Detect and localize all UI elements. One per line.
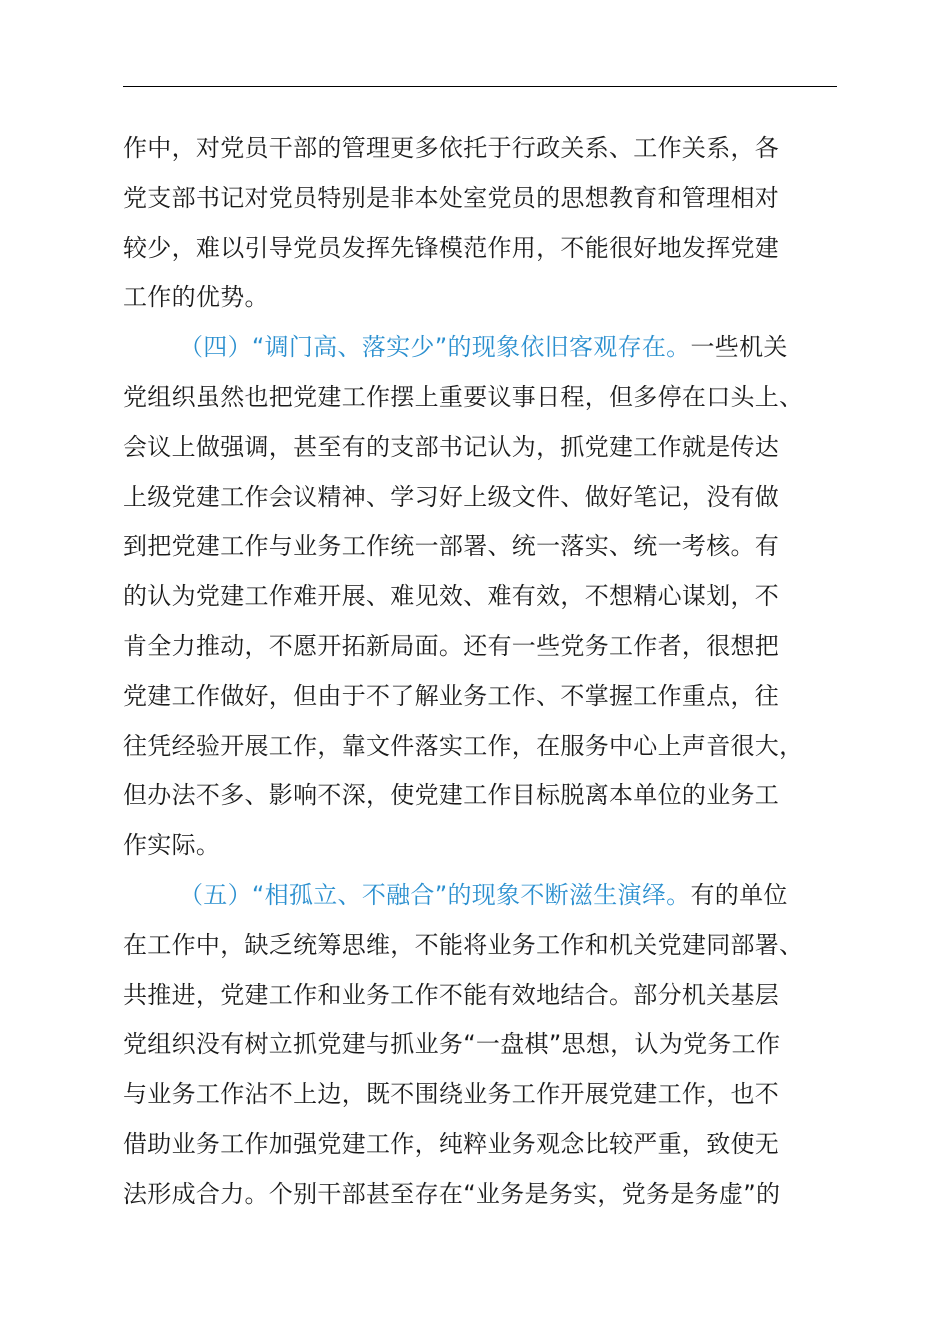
text-line: 党支部书记对党员特别是非本处室党员的思想教育和管理相对: [123, 183, 780, 212]
text-line: 法形成合力。个别干部甚至存在“业务是务实，党务是务虚”的: [123, 1179, 781, 1208]
text-line: 党组织虽然也把党建工作摆上重要议事日程，但多停在口头上、: [123, 382, 804, 411]
section-4-heading: （四）“调门高、落实少”的现象依旧客观存在。: [179, 333, 691, 362]
text-line: 在工作中，缺乏统筹思维，不能将业务工作和机关党建同部署、: [123, 930, 804, 959]
section-4-first-line: [123, 323, 839, 373]
text-line: 肯全力推动，不愿开拓新局面。还有一些党务工作者，很想把: [123, 631, 780, 660]
text-line: 党建工作做好，但由于不了解业务工作、不掌握工作重点，往: [123, 681, 780, 710]
text-line: 党组织没有树立抓党建与抓业务“一盘棋”思想，认为党务工作: [123, 1030, 781, 1059]
text-line: 作实际。: [123, 831, 221, 860]
text-line: 的认为党建工作难开展、难见效、难有效，不想精心谋划，不: [123, 582, 780, 611]
text-line: 较少，难以引导党员发挥先锋模范作用，不能很好地发挥党建: [123, 233, 780, 262]
text-line: 往凭经验开展工作，靠文件落实工作，在服务中心上声音很大，: [123, 731, 804, 760]
section-5-first-line: [123, 871, 839, 921]
text-line: 但办法不多、影响不深，使党建工作目标脱离本单位的业务工: [123, 781, 780, 810]
text-line: 与业务工作沾不上边，既不围绕业务工作开展党建工作，也不: [123, 1080, 780, 1109]
header-rule: [123, 86, 837, 87]
section-5-heading: （五）“相孤立、不融合”的现象不断滋生演绎。: [179, 880, 691, 909]
text-line: 工作的优势。: [123, 283, 269, 312]
section-4-first-line-rest: 一些机关: [690, 333, 788, 362]
text-line: 会议上做强调，甚至有的支部书记认为，抓党建工作就是传达: [123, 432, 780, 461]
text-line: 到把党建工作与业务工作统一部署、统一落实、统一考核。有: [123, 532, 780, 561]
text-line: 作中，对党员干部的管理更多依托于行政关系、工作关系，各: [123, 134, 780, 162]
text-line: 共推进，党建工作和业务工作不能有效地结合。部分机关基层: [123, 980, 780, 1009]
text-line: 借助业务工作加强党建工作，纯粹业务观念比较严重，致使无: [123, 1129, 780, 1158]
document-body: [123, 124, 839, 1220]
text-line: 上级党建工作会议精神、学习好上级文件、做好笔记，没有做: [123, 482, 780, 511]
section-5-first-line-rest: 有的单位: [690, 880, 788, 909]
